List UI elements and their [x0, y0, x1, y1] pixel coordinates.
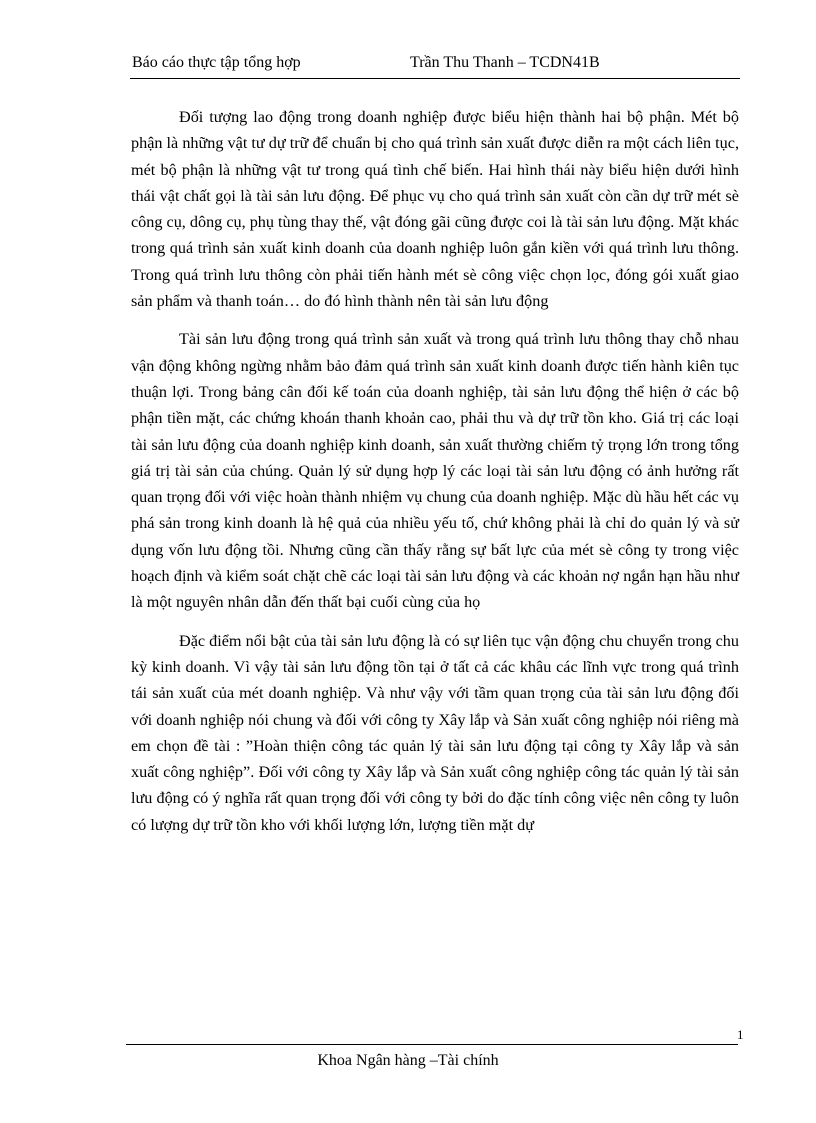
- paragraph-1: Đối tượng lao động trong doanh nghiệp được biểu hiện thành hai bộ phận. Mét bộ phận là những vật tư dự trữ để chuẩn bị cho quá trình sản xuất được diễn ra một cách liên tục, mét bộ phận là những vật tư trong quá tình chế biến. Hai hình thái này biểu hiện dưới hình thái vật chất gọi là tài sản lưu động. Để phục vụ cho quá trình sản xuất còn cần dự trữ mét sè công cụ, dông cụ, phụ tùng thay thế, vật đóng gãi cũng được coi là tài sản lưu động. Mặt khác trong quá trình sản xuất kinh doanh của doanh nghiệp luôn gắn kiền với quá trình lưu thông. Trong quá trình lưu thông còn phải tiến hành mét sè công việc chọn lọc, đóng gói xuất giao sản phẩm và thanh toán… do đó hình thành nên tài sản lưu động: [131, 108, 739, 311]
- header-author: Trần Thu Thanh – TCDN41B: [410, 54, 600, 71]
- page-header: [130, 52, 740, 79]
- footer-divider: [126, 1044, 738, 1045]
- page-number: 1: [737, 1027, 744, 1042]
- paragraph-3: Đặc điểm nổi bật của tài sản lưu động là có sự liên tục vận động chu chuyển trong chu kỳ kinh doanh. Vì vậy tài sản lưu động tồn tại ở tất cả các khâu các lĩnh vực trong quá trình tái sản xuất của mét doanh nghiệp. Và như vậy với tầm quan trọng của tài sản lưu động đối với doanh nghiệp nói chung và đối với công ty Xây lắp và Sản xuất công nghiệp nói riêng mà em chọn đề tài : ”Hoàn thiện công tác quản lý tài sản lưu động tại công ty Xây lắp và sản xuất công nghiệp”. Đối với công ty Xây lắp và Sản xuất công nghiệp công tác quản lý tài sản lưu động có ý nghĩa rất quan trọng đối với công ty bởi do đặc tính công việc nên công ty luôn có lượng dự trữ tồn kho với khối lượng lớn, lượng tiền mặt dự: [131, 631, 739, 834]
- header-report-title: Báo cáo thực tập tổng hợp: [132, 54, 301, 71]
- document-body: [131, 104, 739, 850]
- paragraph-2: Tài sản lưu động trong quá trình sản xuất và trong quá trình lưu thông thay chỗ nhau vận động không ngừng nhằm bảo đảm quá trình sản xuất kinh doanh được tiến hành kiên tục thuận lợi. Trong bảng cân đối kế toán của doanh nghiệp, tài sản lưu động thể hiện ở các bộ phận tiền mặt, các chứng khoán thanh khoản cao, phải thu và dự trữ tồn kho. Giá trị các loại tài sản lưu động của doanh nghiệp kinh doanh, sản xuất thường chiếm tỷ trọng lớn trong tổng giá trị tài sản của chúng. Quản lý sử dụng hợp lý các loại tài sản lưu động có ảnh hưởng rất quan trọng đối với việc hoàn thành nhiệm vụ chung của doanh nghiệp. Mặc dù hầu hết các vụ phá sản trong kinh doanh là hệ quả của nhiều yếu tố, chứ không phải là chỉ do quản lý và sử dụng vốn lưu động tồi. Nhưng cũng cần thấy rằng sự bất lực của mét sè công ty trong việc hoạch định và kiểm soát chặt chẽ các loại tài sản lưu động và các khoản nợ ngắn hạn hầu như là một nguyên nhân dẫn đến thất bại cuối cùng của họ: [131, 330, 739, 612]
- footer-department: Khoa Ngân hàng –Tài chính: [317, 1052, 499, 1069]
